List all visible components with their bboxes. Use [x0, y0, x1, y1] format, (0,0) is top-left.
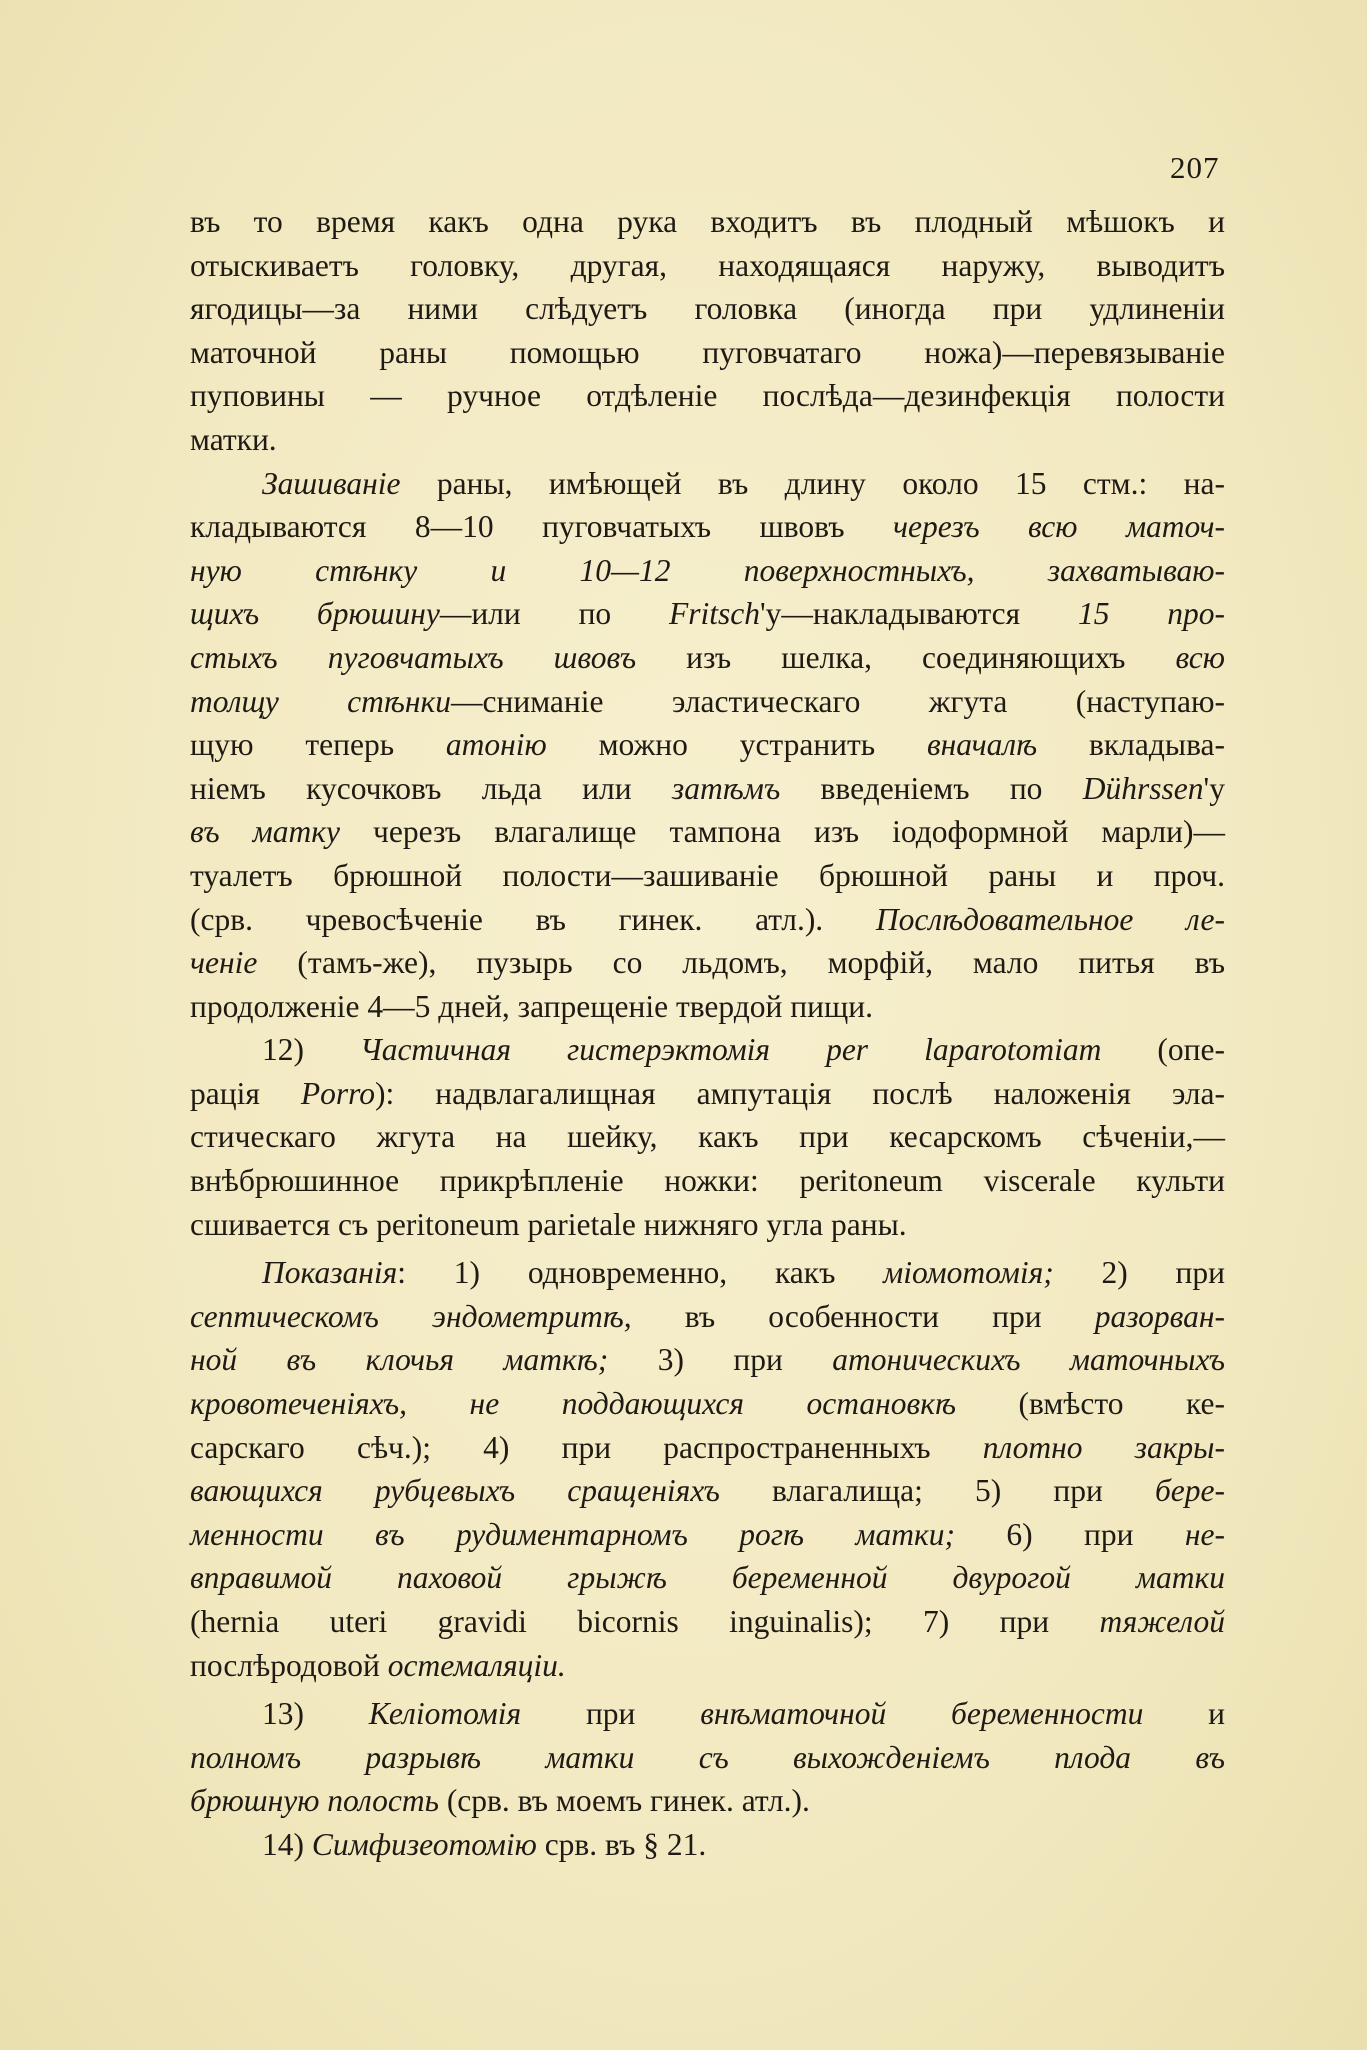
text-segment: и [1143, 1696, 1225, 1732]
text-line [190, 1159, 1225, 1203]
italic-text: атоническихъ маточныхъ [832, 1342, 1225, 1378]
text-segment: 6) при [955, 1516, 1185, 1552]
italic-text: брюшную полость [190, 1783, 439, 1819]
text-segment: —сниманіе эластическаго жгута (наступаю- [451, 683, 1225, 719]
text-segment: (hernia uteri gravidi bicornis inguinalis); 7) при [190, 1604, 1100, 1639]
text-segment: туалетъ брюшной полости—зашиваніе брюшной раны и проч. [190, 857, 1225, 893]
text-line [190, 1736, 1225, 1780]
text-line [190, 1469, 1225, 1513]
italic-text: ченіе [190, 945, 258, 981]
text-segment: послѣродовой [190, 1647, 388, 1683]
text-segment: (тамъ-же), пузырь со льдомъ, морфій, мало питья въ [257, 945, 1225, 981]
text-line [190, 1513, 1225, 1557]
italic-text: щихъ брюшину [190, 596, 440, 632]
text-line [190, 1382, 1225, 1426]
text-segment: можно устранить [546, 727, 927, 763]
text-line [190, 1556, 1225, 1600]
text-segment: 'у—накладываются [760, 596, 1078, 632]
italic-text: Показанія [262, 1255, 398, 1291]
text-segment: стическаго жгута на шейку, какъ при кесарскомъ сѣченіи,— [190, 1119, 1225, 1155]
italic-text: всю [1175, 639, 1225, 675]
italic-text: полномъ разрывѣ матки съ выхожденіемъ плода въ [190, 1739, 1225, 1775]
italic-text: вначалѣ [927, 727, 1038, 763]
italic-text: атонію [445, 727, 547, 763]
text-segment: матки. [190, 421, 277, 457]
text-line [190, 374, 1225, 418]
text-line [190, 1295, 1225, 1339]
italic-text: менности въ рудиментарномъ рогѣ матки; [190, 1516, 955, 1552]
text-segment: срв. въ § 21. [536, 1826, 707, 1862]
text-segment: 'у [1203, 770, 1225, 806]
italic-text: Частичная гистерэктомія per laparotomiam [360, 1032, 1102, 1068]
italic-text: плотно закры- [982, 1429, 1225, 1465]
text-segment: (срв. чревосѣченіе въ гинек. атл.). [190, 901, 876, 937]
text-line [190, 1251, 1225, 1295]
text-segment: сшивается съ peritoneum parietale нижняго угла раны. [190, 1206, 907, 1242]
italic-text: вправимой паховой грыжѣ беременной двурогой матки [190, 1560, 1225, 1596]
text-line [190, 1644, 1225, 1688]
text-segment: при [521, 1696, 701, 1732]
text-segment: черезъ влагалище тампона изъ іодоформной марли)— [339, 814, 1225, 850]
text-line [190, 1028, 1225, 1072]
italic-text: Симфизеотомію [311, 1826, 537, 1862]
italic-text: затѣмъ [671, 770, 781, 806]
paragraph [190, 1028, 1225, 1246]
text-segment: сарскаго сѣч.); 4) при распространенныхъ [190, 1429, 983, 1465]
text-segment: (вмѣсто ке- [955, 1386, 1225, 1422]
text-segment: въ особенности при [631, 1298, 1095, 1334]
text-segment: 2) при [1053, 1255, 1225, 1291]
text-line [190, 1692, 1225, 1736]
paragraph [190, 1823, 1225, 1867]
text-segment: щую теперь [190, 727, 446, 763]
italic-text: септическомъ эндометритѣ, [190, 1298, 632, 1334]
italic-text: Porro [300, 1075, 375, 1111]
text-line [190, 287, 1225, 331]
text-segment: отыскиваетъ головку, другая, находящаяся наружу, выводитъ [190, 247, 1225, 283]
italic-text: бере- [1154, 1473, 1225, 1509]
text-segment: внѣбрюшинное прикрѣпленіе ножки: peritoneum viscerale культи [190, 1163, 1225, 1199]
italic-text: черезъ всю маточ- [893, 509, 1225, 545]
text-segment: (опе- [1101, 1032, 1225, 1068]
italic-text: толщу стѣнки [190, 683, 452, 719]
body-text [190, 200, 1225, 1867]
text-line [190, 1779, 1225, 1823]
text-segment: влагалища; 5) при [719, 1473, 1155, 1509]
paragraph [190, 1251, 1225, 1687]
text-line [190, 331, 1225, 375]
italic-text: разорван- [1094, 1298, 1225, 1334]
italic-text: ную стѣнку и 10—12 поверхностныхъ, захватываю- [190, 552, 1225, 588]
text-segment: (срв. въ моемъ гинек. атл.). [438, 1783, 810, 1819]
text-segment: введеніемъ по [780, 770, 1083, 806]
text-segment: въ то время какъ одна рука входитъ въ плодный мѣшокъ и [190, 204, 1225, 239]
text-line [190, 244, 1225, 288]
text-line [190, 1203, 1225, 1247]
paragraph [190, 200, 1225, 462]
text-line [190, 680, 1225, 724]
italic-text: Dührssen [1082, 770, 1204, 806]
text-line [190, 418, 1225, 462]
italic-text: вающихся рубцевыхъ сращеніяхъ [190, 1473, 720, 1509]
text-segment: кладываются 8—10 пуговчатыхъ швовъ [190, 509, 893, 545]
text-segment: 12) [262, 1032, 360, 1068]
text-line [190, 898, 1225, 942]
text-segment: —или по [439, 596, 669, 632]
text-line [190, 985, 1225, 1029]
text-segment: 13) [262, 1696, 369, 1732]
text-line [190, 854, 1225, 898]
text-line [190, 1338, 1225, 1382]
italic-text: Келіотомія [368, 1696, 522, 1732]
text-line [190, 1823, 1225, 1867]
italic-text: ной въ клочья маткѣ; [190, 1342, 609, 1378]
text-segment: продолженіе 4—5 дней, запрещеніе твердой пищи. [190, 988, 873, 1024]
italic-text: Fritsch [669, 596, 760, 632]
text-line [190, 200, 1225, 244]
italic-text: стыхъ пуговчатыхъ швовъ [190, 639, 637, 675]
text-line [190, 1072, 1225, 1116]
text-line [190, 810, 1225, 854]
italic-text: Зашиваніе [262, 465, 401, 501]
text-segment: 14) [262, 1826, 312, 1862]
text-segment: раны, имѣющей въ длину около 15 стм.: на- [400, 465, 1225, 501]
text-line [190, 462, 1225, 506]
page-number: 207 [1170, 150, 1220, 185]
italic-text: Послѣдовательное ле- [875, 901, 1226, 937]
text-line [190, 592, 1225, 636]
text-line [190, 1426, 1225, 1470]
italic-text: тяжелой [1099, 1604, 1225, 1639]
text-line [190, 549, 1225, 593]
text-segment: изъ шелка, соединяющихъ [636, 639, 1176, 675]
text-segment: пуповины — ручное отдѣленіе послѣда—дезинфекція полости [190, 378, 1225, 414]
text-segment: маточной раны помощью пуговчатаго ножа)—перевязываніе [190, 334, 1225, 370]
text-line [190, 723, 1225, 767]
italic-text: міомотомія; [883, 1255, 1054, 1291]
text-line [190, 941, 1225, 985]
italic-text: въ матку [190, 814, 340, 850]
text-segment: вкладыва- [1037, 727, 1226, 763]
italic-text: 15 про- [1077, 596, 1226, 632]
paragraph [190, 1692, 1225, 1823]
italic-text: кровотеченіяхъ, не поддающихся остановкѣ [190, 1386, 956, 1422]
italic-text: внѣматочной беременности [700, 1696, 1144, 1732]
text-line [190, 505, 1225, 549]
paragraph [190, 462, 1225, 1029]
text-segment: : 1) одновременно, какъ [397, 1255, 884, 1291]
text-line [190, 636, 1225, 680]
text-line [190, 1600, 1225, 1644]
italic-text: остемаляціи. [387, 1647, 566, 1683]
italic-text: не- [1184, 1516, 1225, 1552]
text-line [190, 1115, 1225, 1159]
text-segment: ): надвлагалищная ампутація послѣ наложенія эла- [374, 1075, 1225, 1111]
text-segment: ягодицы—за ними слѣдуетъ головка (иногда при удлиненіи [190, 291, 1225, 327]
text-segment: рація [190, 1075, 301, 1111]
text-segment: 3) при [608, 1342, 833, 1378]
text-line [190, 767, 1225, 811]
text-segment: ніемъ кусочковъ льда или [190, 770, 672, 806]
